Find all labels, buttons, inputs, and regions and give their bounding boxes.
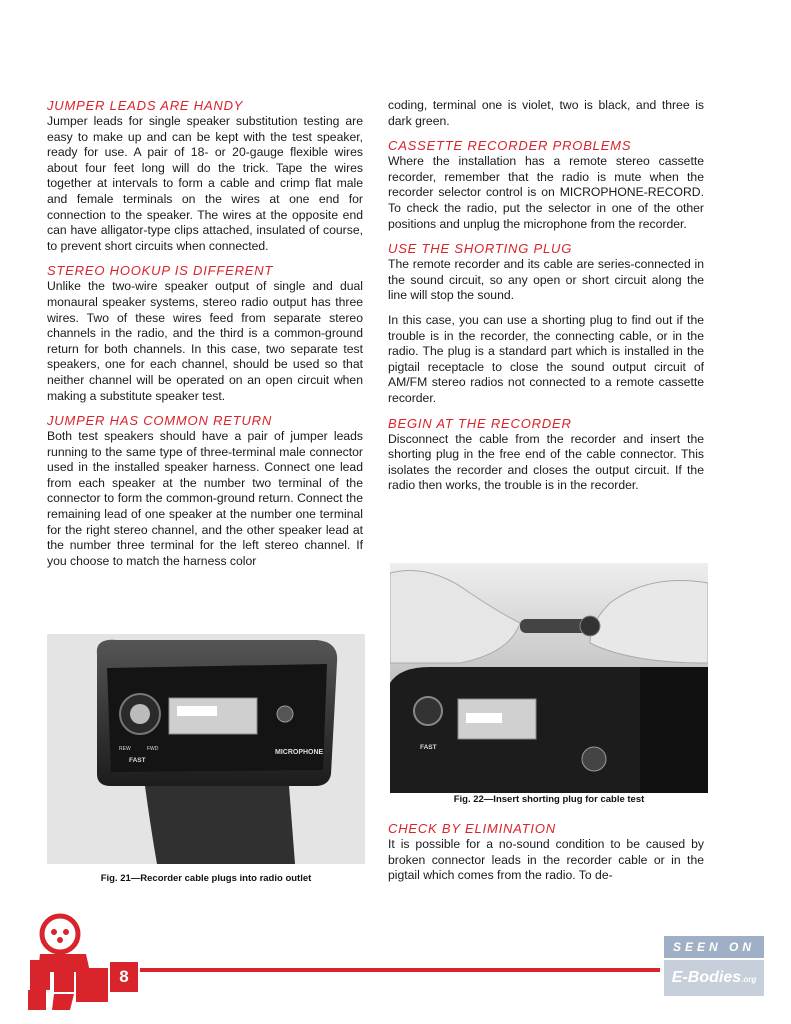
section-heading: USE THE SHORTING PLUG — [388, 241, 573, 257]
reddy-kilowatt-mascot-icon — [20, 912, 112, 1012]
fast-label: FAST — [420, 744, 437, 751]
figure-21-photo — [47, 634, 365, 864]
fwd-label: FWD — [147, 746, 159, 752]
section-heading: BEGIN AT THE RECORDER — [388, 415, 572, 431]
page-number: 8 — [110, 962, 138, 992]
section-check-elimination — [388, 821, 704, 893]
section-paragraph: It is possible for a no-sound condition to be caused by broken connector leads in the recorder cable or in the pigtail which comes from the radio. To de- — [388, 837, 704, 883]
figure-22-photo — [390, 563, 708, 793]
shorting-plug-illustration — [390, 563, 708, 793]
section-paragraph: The remote recorder and its cable are series-connected in the sound circuit, so any open or short circuit along the line will stop the sound. — [388, 257, 704, 303]
right-column — [388, 98, 704, 503]
section-heading: CHECK BY ELIMINATION — [388, 821, 556, 836]
section-heading: STEREO HOOKUP IS DIFFERENT — [47, 263, 274, 279]
cassette-recorder-illustration — [47, 634, 365, 864]
watermark-suffix: .org — [741, 975, 757, 984]
section-stereo-hookup — [47, 263, 363, 404]
microphone-label: MICROPHONE — [275, 749, 324, 756]
section-continued — [388, 98, 704, 129]
section-shorting-plug — [388, 241, 704, 406]
fast-label: FAST — [129, 757, 146, 764]
section-common-return — [47, 413, 363, 569]
section-paragraph: Jumper leads for single speaker substitution testing are easy to make up and can be kept with the test speaker, ready for use. A pair of 18- or 20-gauge flexible wires about four feet long will do the trick. Tape the wires together at intervals to form a cable and crimp flat male and female terminals on the wires at one end for connection to the speaker. The wires at the opposite end can have alligator-type clips attached, insulated of course, to prevent short circuits when connected. — [47, 114, 363, 253]
watermark-top: SEEN ON — [664, 936, 764, 958]
rew-label: REW — [119, 746, 131, 752]
section-paragraph: Disconnect the cable from the recorder and insert the shorting plug in the free end of the cable connector. This isolates the recorder and closes the output circuit. If the radio then works, the trouble is in the recorder. — [388, 431, 704, 493]
section-cassette-problems — [388, 138, 704, 232]
section-paragraph: Where the installation has a remote stereo cassette recorder, remember that the radio is mute when the recorder selector control is on MICROPHONE-RECORD. To check the radio, put the selector in one of the other positions and unplug the microphone from the recorder. — [388, 154, 704, 231]
section-heading: JUMPER HAS COMMON RETURN — [47, 413, 273, 429]
section-heading: CASSETTE RECORDER PROBLEMS — [388, 138, 632, 154]
section-paragraph: Unlike the two-wire speaker output of single and dual monaural speaker systems, stereo radio output has three wires. Two of these wires feed from separate stereo channels in the radio, and the third is a common-ground return for both channels. In this case, two separate test speakers, one for each channel, should be used so that neither channel will be operated on an open circuit when making a substitute speaker test. — [47, 279, 363, 403]
section-begin-recorder — [388, 416, 704, 494]
figure-22-caption: Fig. 22—Insert shorting plug for cable test — [453, 794, 645, 805]
watermark-bottom — [664, 960, 764, 996]
seen-on-ebodies-watermark — [664, 936, 764, 1000]
figure-21-caption: Fig. 21—Recorder cable plugs into radio outlet — [100, 873, 312, 884]
watermark-site: E-Bodies — [671, 969, 742, 986]
footer-rule — [140, 968, 660, 972]
section-jumper-leads — [47, 98, 363, 254]
left-column — [47, 98, 363, 578]
section-paragraph: coding, terminal one is violet, two is black, and three is dark green. — [388, 98, 704, 128]
section-paragraph: In this case, you can use a shorting plug to find out if the trouble is in the recorder, the connecting cable, or in the radio. The plug is a standard part which is installed in the pigtail receptacle to close the sound output circuit of AM/FM stereo radios not connected to a remote cassette recorder. — [388, 312, 704, 405]
section-heading: JUMPER LEADS ARE HANDY — [47, 98, 244, 113]
section-paragraph: Both test speakers should have a pair of jumper leads running to the same type of three-terminal male connector used in the installed speaker harness. Connect one lead from each speaker at the number two terminal of the connector to form the common-ground return. Connect the remaining lead of one speaker at the number one terminal for the right stereo channel, and the other speaker lead at the number three terminal for the left stereo channel. If you choose to match the harness color — [47, 429, 363, 568]
